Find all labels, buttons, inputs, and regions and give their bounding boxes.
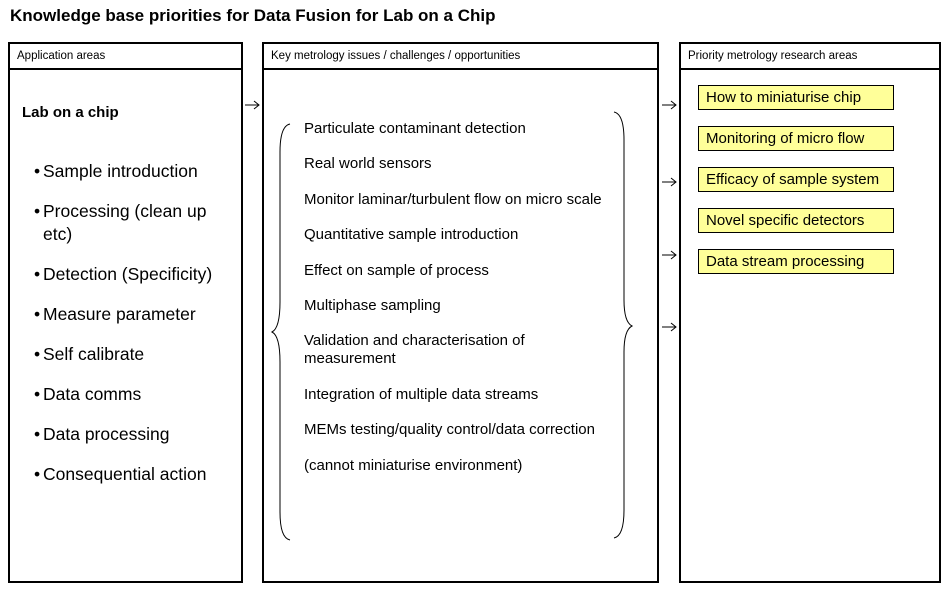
application-item: • Data processing (34, 423, 239, 446)
application-item: • Processing (clean up etc) (34, 200, 239, 246)
application-item: • Detection (Specificity) (34, 263, 239, 286)
issue-item: Multiphase sampling (304, 296, 441, 314)
application-item: • Data comms (34, 383, 239, 406)
priority-item: Efficacy of sample system (698, 167, 894, 192)
issue-item: Real world sensors (304, 155, 432, 173)
issue-item: (cannot miniaturise environment) (304, 456, 523, 474)
issue-item: Quantitative sample introduction (304, 226, 519, 244)
arrow-issues-to-priority (662, 100, 678, 110)
priority-item: Novel specific detectors (698, 208, 894, 233)
application-areas-header: Application areas (10, 44, 241, 70)
lab-on-a-chip-heading: Lab on a chip (22, 104, 119, 121)
arrow-issues-to-priority (662, 322, 678, 332)
issue-item: Monitor laminar/turbulent flow on micro scale (304, 190, 602, 208)
diagram-title: Knowledge base priorities for Data Fusion for Lab on a Chip (10, 6, 496, 25)
issue-item: Effect on sample of process (304, 261, 489, 279)
priority-item: Monitoring of micro flow (698, 126, 894, 151)
left-brace (270, 122, 296, 542)
metrology-issues-header: Key metrology issues / challenges / opportunities (264, 44, 657, 70)
application-item: • Self calibrate (34, 343, 239, 366)
issue-item: Particulate contaminant detection (304, 120, 526, 137)
arrow-apps-to-issues (245, 100, 261, 110)
issue-item: Integration of multiple data streams (304, 385, 539, 403)
priority-research-header: Priority metrology research areas (681, 44, 939, 70)
metrology-issues-panel (262, 42, 659, 583)
application-list (34, 160, 239, 503)
arrow-issues-to-priority (662, 250, 678, 260)
priority-research-panel (679, 42, 941, 583)
issue-item: Validation and characterisation of measurement (304, 332, 525, 368)
application-item: • Measure parameter (34, 303, 239, 326)
application-item: • Sample introduction (34, 160, 239, 183)
priority-item: Data stream processing (698, 249, 894, 274)
issue-item: MEMs testing/quality control/data correction (304, 421, 595, 439)
priority-item: How to miniaturise chip (698, 85, 894, 110)
application-item: • Consequential action (34, 463, 239, 486)
application-areas-panel (8, 42, 243, 583)
issues-list (304, 120, 624, 492)
arrow-issues-to-priority (662, 177, 678, 187)
